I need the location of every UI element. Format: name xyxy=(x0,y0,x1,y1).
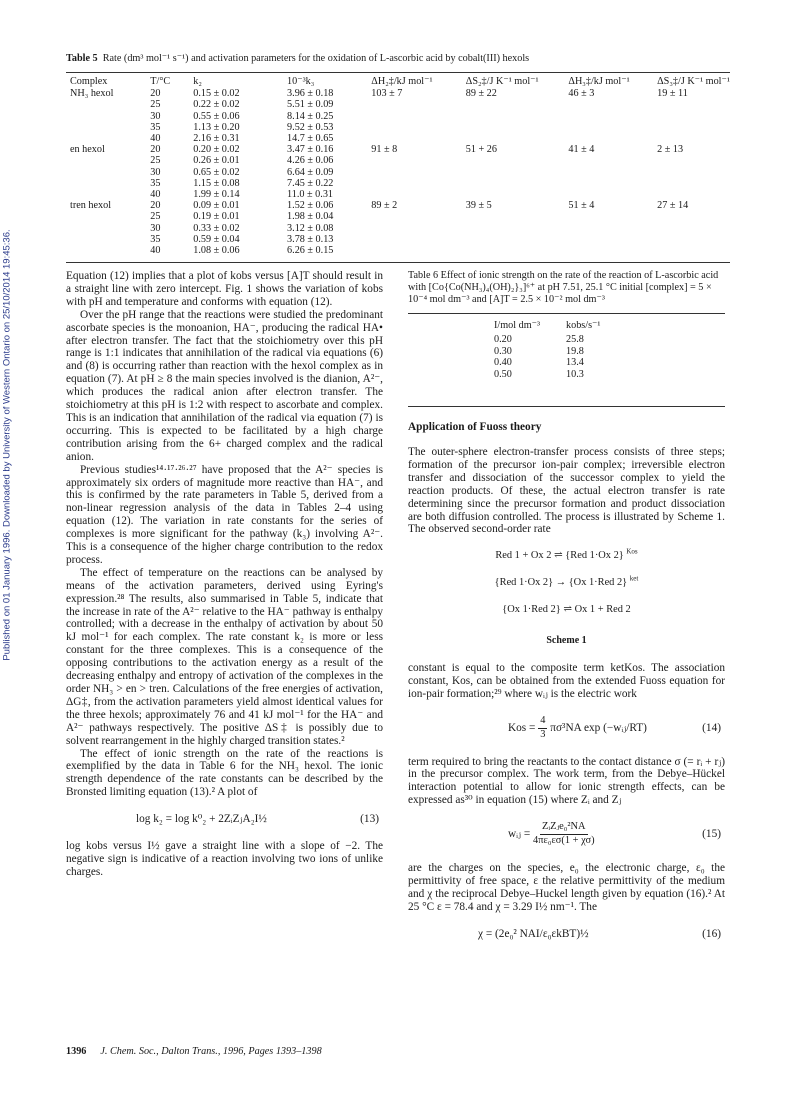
table5-cell: 9.52 ± 0.53 xyxy=(287,121,334,133)
paragraph: constant is equal to the composite term ketKos. The association constant, Kos, can be obtained from the extended Fuoss equation for ion-pair formation;²⁹ where wᵢⱼ is the electric work xyxy=(408,661,725,700)
equation-15-lhs: wᵢⱼ = xyxy=(508,828,531,841)
equation-15-body xyxy=(508,821,595,848)
table5-cell: 25 xyxy=(150,211,161,223)
table5-cell xyxy=(466,99,569,110)
table5-cell xyxy=(568,111,657,122)
paragraph: Over the pH range that the reactions were studied the predominant ascorbate species is the monoanion, HA⁻, producing the radical HA• after electron transfer. The fact that the stoichiometry over this pH range is 1:1 indicates that annihilation of the radical via equations (6) and (8) is occurring rather than reaction with the hexol complex as in equation (7). At pH ≥ 8 the main species involved is the dianion, A²⁻, which produces the radical anion after electron transfer. The stoichiometry at this pH is 1:2 with respect to ascorbate and complex. This is an indication that annihilation of the radical via equation (7) is occurring. This is expected to be facilitated by a high charge contribution arising from the 6+ charged complex and the radical anion. xyxy=(66,308,383,463)
table5-cell xyxy=(466,133,569,144)
left-column xyxy=(66,270,383,879)
equation-13-number: (13) xyxy=(360,813,379,826)
table5-cell: 30 xyxy=(150,166,161,178)
table5-cell: 3.12 ± 0.08 xyxy=(287,222,334,234)
table5-cell xyxy=(466,234,569,245)
download-note: Published on 01 January 1996. Downloaded by University of Western Ontario on 25/10/2014 19:45:36. xyxy=(1,229,13,661)
table5-header-cell: k₂ xyxy=(193,76,202,87)
table5-header-cell: ΔS₂‡/J K⁻¹ mol⁻¹ xyxy=(465,76,539,87)
table5-cell xyxy=(568,99,657,110)
table5-cell xyxy=(371,189,465,200)
table6-cell: 19.8 xyxy=(566,345,584,357)
equation-13-body: log k₂ = log k⁰₂ + 2ZᵢZⱼA₂I½ xyxy=(136,813,267,826)
table5-cell xyxy=(568,234,657,245)
table5-cell xyxy=(70,111,150,122)
paragraph: Previous studies¹⁴·¹⁷·²⁶·²⁷ have proposed that the A²⁻ species is approximately six orders of magnitude more reactive than HA⁻, and this is confirmed by the rate parameters in Table 5, derived from a non-linear regression analysis of the data in Tables 2–4 using equation (12). The variation in rate constants for the series of complexes is more significant for the pathway (k₃) involving A²⁻. This is a consequence of the higher charge contribution to the redox process. xyxy=(66,463,383,566)
table5-header-row xyxy=(70,73,730,87)
equation-16-number: (16) xyxy=(702,927,721,940)
table6-header: I/mol dm⁻³ xyxy=(494,319,541,331)
table5-cell xyxy=(70,223,150,234)
table5-cell: 11.0 ± 0.31 xyxy=(287,189,334,201)
table5-cell xyxy=(70,211,150,222)
table5-cell xyxy=(568,223,657,234)
table6-cell: 10.3 xyxy=(566,368,584,380)
scheme-step-2 xyxy=(408,574,725,590)
table5-cell xyxy=(657,155,730,166)
table5-cell xyxy=(466,178,569,189)
table5-cell xyxy=(466,223,569,234)
table5-cell xyxy=(568,167,657,178)
table5-cell xyxy=(70,167,150,178)
table5-cell: 3.96 ± 0.18 xyxy=(287,88,334,100)
table5-cell: 0.19 ± 0.01 xyxy=(193,211,240,223)
table5-header-cell: ΔS₃‡/J K⁻¹ mol⁻¹ xyxy=(657,76,730,87)
table5-cell: 2.16 ± 0.31 xyxy=(193,133,240,145)
journal-citation: J. Chem. Soc., Dalton Trans., 1996, Pages 1393–1398 xyxy=(100,1046,322,1057)
table5-cell xyxy=(70,99,150,110)
table-row xyxy=(70,245,730,256)
table-row xyxy=(70,234,730,245)
table5-cell xyxy=(466,122,569,133)
table5-cell: 0.33 ± 0.02 xyxy=(193,222,240,234)
equation-13 xyxy=(66,813,383,826)
table5-cell: 27 ± 14 xyxy=(657,200,689,212)
scheme-step-3: {Ox 1·Red 2} ⇌ Ox 1 + Red 2 xyxy=(502,604,631,616)
table-row xyxy=(70,155,730,166)
table5-cell xyxy=(568,245,657,256)
paragraph: term required to bring the reactants to the contact distance σ (= rᵢ + rⱼ) in the precursor complex. The work term, from the Debye–Hückel interaction potential to allow for ionic strength effects, can be expressed as³⁰ in equation (15) where Zᵢ and Zⱼ xyxy=(408,755,725,807)
table5-cell: 1.99 ± 0.14 xyxy=(193,189,240,201)
table5-cell: 19 ± 11 xyxy=(657,88,688,100)
scheme-1 xyxy=(408,547,725,648)
table5-cell xyxy=(371,167,465,178)
table-row xyxy=(70,122,730,133)
table5-cell xyxy=(657,211,730,222)
paragraph: log kobs versus I½ gave a straight line with a slope of −2. The negative sign is indicative of a reaction involving two ions of unlike charges. xyxy=(66,840,383,878)
equation-16 xyxy=(408,928,725,941)
table5-bottom-rule xyxy=(66,262,730,263)
table-row xyxy=(70,178,730,189)
right-column xyxy=(408,270,725,954)
table6-cell: 0.40 xyxy=(494,357,512,369)
table5-cell: 20 xyxy=(150,144,161,156)
table-row xyxy=(70,99,730,110)
paragraph: The effect of ionic strength on the rate of the reactions is exemplified by the data in Table 6 for the NH₃ hexol. The ionic strength dependence of the rate constants can be described by the Bronsted limiting equation (13).² A plot of xyxy=(66,747,383,799)
table5-cell: 35 xyxy=(150,121,161,133)
table-row xyxy=(70,200,730,211)
table5-cell: 35 xyxy=(150,233,161,245)
table6-cell: 0.20 xyxy=(494,334,512,346)
table5-caption xyxy=(66,52,730,65)
table5-cell: 89 ± 2 xyxy=(371,200,398,212)
fraction-denominator: 4πε₀εσ(1 + χσ) xyxy=(533,835,595,847)
table5-cell xyxy=(70,189,150,200)
table5-cell xyxy=(568,178,657,189)
table5-cell: 46 ± 3 xyxy=(568,88,595,100)
equation-16-body: χ = (2e₀² NAI/ε₀εkBT)½ xyxy=(478,927,589,940)
table5-cell xyxy=(466,167,569,178)
table5-cell xyxy=(657,111,730,122)
paragraph: The outer-sphere electron-transfer process consists of three steps; formation of the precursor ion-pair complex; irreversible electron transfer and dissociation of the successor complex to yield the reaction products. Of these, the actual electron transfer is rate determining since the precursor formation and product dissociation are both diffusion controlled. The process is illustrated by Scheme 1. The observed second-order rate xyxy=(408,446,725,536)
table5-cell: 2 ± 13 xyxy=(657,144,684,156)
table5-cell: 30 xyxy=(150,222,161,234)
table5-cell: 8.14 ± 0.25 xyxy=(287,110,334,122)
table5-cell: 40 xyxy=(150,245,161,257)
equation-14-number: (14) xyxy=(702,721,721,734)
table5-cell: 6.26 ± 0.15 xyxy=(287,245,334,257)
table5-header-cell: ΔH₃‡/kJ mol⁻¹ xyxy=(568,76,630,87)
table5-cell: 0.55 ± 0.06 xyxy=(193,110,240,122)
table5-cell xyxy=(568,211,657,222)
table-row xyxy=(494,334,626,346)
scheme-k1: Kos xyxy=(626,547,638,556)
table5-cell xyxy=(371,245,465,256)
table5-cell: 20 xyxy=(150,88,161,100)
table6-cell: 0.30 xyxy=(494,345,512,357)
download-watermark xyxy=(1,195,13,695)
table5-cell xyxy=(371,234,465,245)
table5-cell: 0.59 ± 0.04 xyxy=(193,233,240,245)
table-row xyxy=(494,369,626,381)
table5-header-cell: T/°C xyxy=(150,76,171,87)
table5-cell: 0.15 ± 0.02 xyxy=(193,88,240,100)
table5-header-cell: 10⁻³k₃ xyxy=(287,76,315,87)
fraction-denominator: 3 xyxy=(540,728,546,740)
table6 xyxy=(494,320,626,381)
table6-cell: 25.8 xyxy=(566,334,584,346)
page-number: 1396 xyxy=(66,1046,87,1057)
table5-cell xyxy=(657,234,730,245)
page-content xyxy=(66,52,730,263)
table5-cell xyxy=(371,178,465,189)
table5-cell xyxy=(70,155,150,166)
table5-cell xyxy=(466,245,569,256)
table5-cell: 3.47 ± 0.16 xyxy=(287,144,334,156)
table5-cell: 51 ± 4 xyxy=(568,200,595,212)
table-row xyxy=(70,189,730,200)
table5-cell: 25 xyxy=(150,99,161,111)
table5-cell xyxy=(568,133,657,144)
table-row xyxy=(70,87,730,99)
table5-cell: 0.09 ± 0.01 xyxy=(193,200,240,212)
table5-cell: 1.52 ± 0.06 xyxy=(287,200,334,212)
table5-cell xyxy=(657,167,730,178)
table-row xyxy=(70,133,730,144)
table5-cell: 25 xyxy=(150,155,161,167)
table5-caption-text: Rate (dm³ mol⁻¹ s⁻¹) and activation parameters for the oxidation of L-ascorbic acid by cobalt(III) hexols xyxy=(102,53,530,64)
table5-cell xyxy=(657,122,730,133)
table5-cell xyxy=(657,99,730,110)
table5-cell xyxy=(466,189,569,200)
table5-cell xyxy=(568,122,657,133)
table5-cell xyxy=(371,111,465,122)
page-footer xyxy=(66,1046,322,1057)
table5-cell: 0.26 ± 0.01 xyxy=(193,155,240,167)
table5-cell: 20 xyxy=(150,200,161,212)
table6-cell: 0.50 xyxy=(494,368,512,380)
fraction-numerator: ZᵢZⱼe₀²NA xyxy=(540,821,588,835)
table5-cell xyxy=(70,133,150,144)
table6-header: kobs/s⁻¹ xyxy=(566,319,601,331)
table5-cell: 0.65 ± 0.02 xyxy=(193,166,240,178)
table-row xyxy=(70,211,730,222)
table5-cell: 35 xyxy=(150,177,161,189)
paragraph: The effect of temperature on the reactions can be analysed by means of the activation parameters, derived using Eyring's expression.²⁸ The results, also summarised in Table 5, indicate that the increase in rate of the A²⁻ relative to the HA⁻ pathway is enthalpy controlled; with a decrease in the enthalpy of activation by about 50 kJ mol⁻¹ for each complex. The rate constant k₂ is more or less constant for the three complexes. This is a consequence of the opposing contributions to the activation energy as a result of the decreasing enthalpy and entropy of activation of the complexes in the order NH₃ > en > tren. Calculations of the free energies of activation, ΔG‡, from the activation parameters yield almost identical values for the three hexols; approximately 76 and 41 kJ mol⁻¹ for the HA⁻ and A²⁻ pathways respectively. The positive ΔS‡ is possibly due to solvent rearrangement in the highly charged transition states.² xyxy=(66,566,383,747)
table5-cell xyxy=(70,245,150,256)
table5-header-cell: ΔH₂‡/kJ mol⁻¹ xyxy=(371,76,433,87)
table-row xyxy=(70,223,730,234)
table5-cell: 1.13 ± 0.20 xyxy=(193,121,240,133)
table5-cell: 14.7 ± 0.65 xyxy=(287,133,334,145)
equation-14-fraction xyxy=(538,715,547,742)
equation-15-number: (15) xyxy=(702,828,721,841)
equation-14-lhs: Kos = xyxy=(508,721,536,734)
table-row xyxy=(494,357,626,369)
table5-cell xyxy=(657,133,730,144)
table5-cell: 7.45 ± 0.22 xyxy=(287,177,334,189)
table5-cell: 1.15 ± 0.08 xyxy=(193,177,240,189)
table5-cell: 5.51 ± 0.09 xyxy=(287,99,334,111)
table5-cell: 30 xyxy=(150,110,161,122)
table5-cell xyxy=(70,234,150,245)
equation-15 xyxy=(408,821,725,848)
table5-cell: 89 ± 22 xyxy=(465,88,497,100)
table5-cell xyxy=(371,211,465,222)
table5-cell xyxy=(657,189,730,200)
table5-cell: 51 + 26 xyxy=(465,144,497,156)
table6-bottom-rule xyxy=(408,406,725,407)
table5 xyxy=(70,73,730,256)
equation-15-fraction xyxy=(533,821,595,848)
section-title: Application of Fuoss theory xyxy=(408,421,542,434)
fraction-numerator: 4 xyxy=(538,715,547,729)
table5-cell xyxy=(657,245,730,256)
table5-cell xyxy=(466,155,569,166)
scheme-k2: ket xyxy=(629,574,639,583)
table5-cell: 0.22 ± 0.02 xyxy=(193,99,240,111)
table5-cell: 3.78 ± 0.13 xyxy=(287,233,334,245)
table-row xyxy=(494,346,626,358)
table5-cell: 6.64 ± 0.09 xyxy=(287,166,334,178)
table5-label: Table 5 xyxy=(66,53,98,64)
table5-cell: en hexol xyxy=(70,144,105,156)
table5-cell: 103 ± 7 xyxy=(371,88,403,100)
table5-cell xyxy=(568,155,657,166)
table6-cell: 13.4 xyxy=(566,357,584,369)
table5-cell: 1.08 ± 0.06 xyxy=(193,245,240,257)
table5-cell xyxy=(371,99,465,110)
table5-cell: 40 xyxy=(150,189,161,201)
table6-top-rule xyxy=(408,313,725,314)
paragraph: are the charges on the species, e₀ the electronic charge, ε₀ the permittivity of free space, ε the relative permittivity of the medium and χ the reciprocal Debye–Huckel length given by equation (16).² At 25 °C ε = 78.4 and χ = 3.29 I½ nm⁻¹. The xyxy=(408,861,725,913)
table5-cell xyxy=(657,223,730,234)
table5-cell xyxy=(371,133,465,144)
table5-cell: 41 ± 4 xyxy=(568,144,595,156)
table-row xyxy=(70,144,730,155)
scheme-step-1 xyxy=(408,547,725,563)
table-row xyxy=(70,167,730,178)
table5-cell xyxy=(70,178,150,189)
scheme-step-1-text: Red 1 + Ox 2 ⇌ {Red 1·Ox 2} xyxy=(495,550,624,562)
table5-cell: tren hexol xyxy=(70,200,112,212)
table5-cell: 4.26 ± 0.06 xyxy=(287,155,334,167)
table-row xyxy=(70,111,730,122)
paragraph: Equation (12) implies that a plot of kobs versus [A]T should result in a straight line with zero intercept. Fig. 1 shows the variation of kobs with pH and temperature and conforms with equation (12). xyxy=(66,270,383,308)
table5-cell: 91 ± 8 xyxy=(371,144,398,156)
table5-cell xyxy=(466,111,569,122)
table5-cell: 40 xyxy=(150,133,161,145)
table6-header-row xyxy=(494,320,626,335)
table5-cell: 1.98 ± 0.04 xyxy=(287,211,334,223)
equation-14-rhs: πσ³NA exp (−wᵢⱼ/RT) xyxy=(550,721,647,734)
table5-cell xyxy=(371,122,465,133)
table5-cell xyxy=(70,122,150,133)
equation-14-body xyxy=(508,715,647,742)
scheme-step-2-text: {Red 1·Ox 2} → {Ox 1·Red 2} xyxy=(494,577,628,589)
scheme-label: Scheme 1 xyxy=(546,635,587,647)
table5-cell xyxy=(657,178,730,189)
table5-cell: 0.20 ± 0.02 xyxy=(193,144,240,156)
table5-cell xyxy=(466,211,569,222)
table5-header-cell: Complex xyxy=(70,76,108,87)
table5-cell: NH₃ hexol xyxy=(70,88,114,100)
table5-cell xyxy=(371,155,465,166)
table5-cell: 39 ± 5 xyxy=(465,200,492,212)
table6-caption: Table 6 Effect of ionic strength on the rate of the reaction of L-ascorbic acid with [Co{Co(NH₃)₄(OH)₂}₃]⁶⁺ at pH 7.51, 25.1 °C initial [complex] = 5 × 10⁻⁴ mol dm⁻³ and [A]T = 2.5 × 10⁻² mol dm⁻³ xyxy=(408,270,719,306)
equation-14 xyxy=(408,715,725,742)
table5-cell xyxy=(568,189,657,200)
table5-cell xyxy=(371,223,465,234)
